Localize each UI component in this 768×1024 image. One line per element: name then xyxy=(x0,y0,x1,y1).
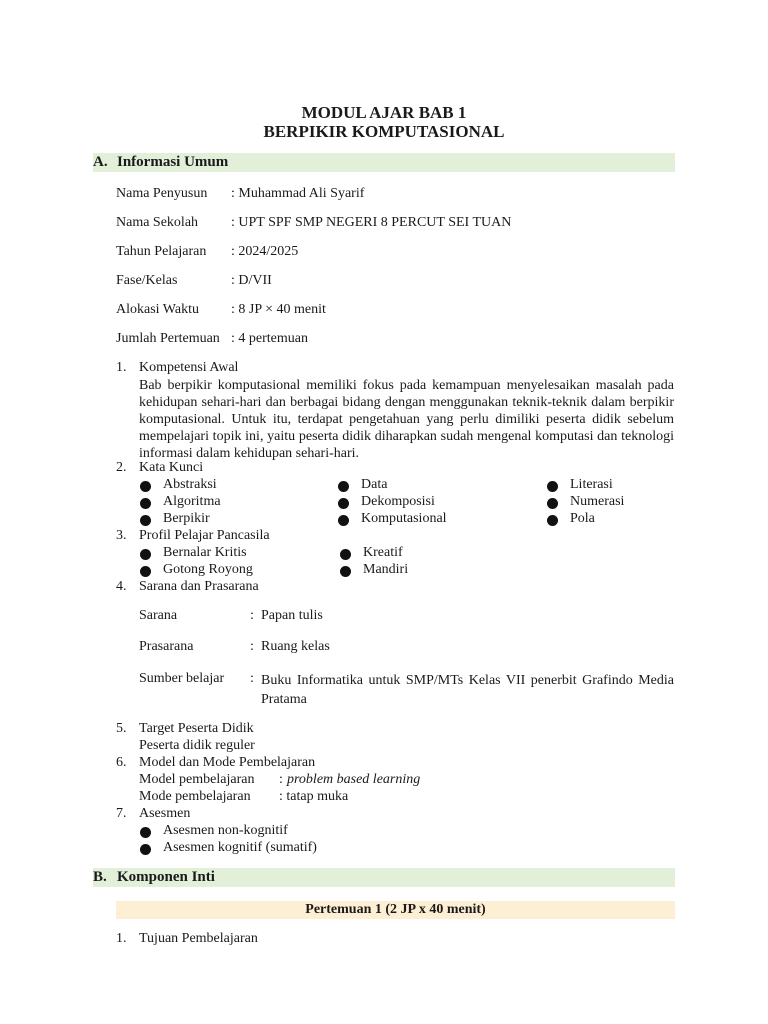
target-peserta-title: Target Peserta Didik xyxy=(139,721,254,736)
model-pembelajaran-colon: : xyxy=(279,772,283,787)
sarana-value: Papan tulis xyxy=(261,608,323,623)
info-value-pertemuan: : 4 pertemuan xyxy=(231,331,308,346)
bullet-icon xyxy=(140,566,151,577)
sumber-belajar-colon: : xyxy=(250,671,254,686)
document-title-line2: BERPIKIR KOMPUTASIONAL xyxy=(263,122,505,141)
tujuan-pembelajaran-title: Tujuan Pembelajaran xyxy=(139,931,258,946)
keyword-item: Literasi xyxy=(570,477,613,492)
profil-item: Gotong Royong xyxy=(163,562,253,577)
bullet-icon xyxy=(140,498,151,509)
item-number-4: 4. xyxy=(116,579,127,594)
bullet-icon xyxy=(547,498,558,509)
sumber-belajar-label: Sumber belajar xyxy=(139,671,225,686)
sarana-label: Sarana xyxy=(139,608,178,623)
section-a-heading xyxy=(93,153,675,172)
section-b-letter: B. xyxy=(93,869,107,885)
bullet-icon xyxy=(547,515,558,526)
profil-item: Mandiri xyxy=(363,562,409,577)
info-label-penyusun: Nama Penyusun xyxy=(116,186,208,201)
item-number-b1: 1. xyxy=(116,931,127,946)
profil-item: Kreatif xyxy=(363,545,403,560)
info-value-alokasi: : 8 JP × 40 menit xyxy=(231,302,326,317)
model-mode-title: Model dan Mode Pembelajaran xyxy=(139,755,316,770)
info-value-tahun: : 2024/2025 xyxy=(231,244,299,259)
bullet-icon xyxy=(338,498,349,509)
info-label-alokasi: Alokasi Waktu xyxy=(116,302,199,317)
info-label-sekolah: Nama Sekolah xyxy=(116,215,199,230)
item-number-2: 2. xyxy=(116,460,127,475)
profil-pancasila-title: Profil Pelajar Pancasila xyxy=(139,528,270,543)
mode-pembelajaran-value: : tatap muka xyxy=(279,789,349,804)
model-pembelajaran-label: Model pembelajaran xyxy=(139,772,255,787)
kata-kunci-title: Kata Kunci xyxy=(139,460,204,475)
asesmen-item: Asesmen kognitif (sumatif) xyxy=(163,840,317,855)
info-label-pertemuan: Jumlah Pertemuan xyxy=(116,331,220,346)
keyword-item: Pola xyxy=(570,511,595,526)
sarana-prasarana-title: Sarana dan Prasarana xyxy=(139,579,259,594)
info-label-tahun: Tahun Pelajaran xyxy=(116,244,207,259)
bullet-icon xyxy=(340,549,351,560)
bullet-icon xyxy=(338,481,349,492)
bullet-icon xyxy=(338,515,349,526)
model-pembelajaran-value: problem based learning xyxy=(287,772,421,787)
item-number-1: 1. xyxy=(116,360,127,375)
meeting-heading xyxy=(116,901,675,919)
meeting-title: Pertemuan 1 (2 JP x 40 menit) xyxy=(305,902,486,917)
prasarana-colon: : xyxy=(250,639,254,654)
item-number-7: 7. xyxy=(116,806,127,821)
keyword-item: Data xyxy=(361,477,388,492)
bullet-icon xyxy=(340,566,351,577)
profil-item: Bernalar Kritis xyxy=(163,545,247,560)
kompetensi-awal-title: Kompetensi Awal xyxy=(139,360,239,375)
section-a-letter: A. xyxy=(93,154,108,170)
keyword-item: Numerasi xyxy=(570,494,625,509)
keyword-item: Algoritma xyxy=(163,494,221,509)
kompetensi-awal-text: Bab berpikir komputasional memiliki fokus pada kemampuan menyelesaikan masalah pada kehidupan sehari-hari dan berbagai bidang dengan menggunakan teknik-teknik dalam berpikir komputasional. Untuk itu, terdapat pengetahuan yang perlu dimiliki peserta didik sebelum mempelajari topik ini, yaitu peserta didik diharapkan sudah mengenal komputasi dan teknologi informasi dalam kehidupan sehari-hari. xyxy=(139,378,674,461)
bullet-icon xyxy=(140,827,151,838)
target-peserta-text: Peserta didik reguler xyxy=(139,738,255,753)
bullet-icon xyxy=(547,481,558,492)
prasarana-value: Ruang kelas xyxy=(261,639,330,654)
mode-pembelajaran-label: Mode pembelajaran xyxy=(139,789,251,804)
bullet-icon xyxy=(140,844,151,855)
keyword-item: Komputasional xyxy=(361,511,447,526)
sarana-colon: : xyxy=(250,608,254,623)
item-number-6: 6. xyxy=(116,755,127,770)
sumber-belajar-value: Buku Informatika untuk SMP/MTs Kelas VII penerbit Grafindo Media Pratama xyxy=(261,673,674,707)
asesmen-title: Asesmen xyxy=(139,806,191,821)
info-label-fase: Fase/Kelas xyxy=(116,273,178,288)
prasarana-label: Prasarana xyxy=(139,639,194,654)
asesmen-item: Asesmen non-kognitif xyxy=(163,823,288,838)
info-value-sekolah: : UPT SPF SMP NEGERI 8 PERCUT SEI TUAN xyxy=(231,215,512,230)
section-b-title: Komponen Inti xyxy=(117,869,215,885)
info-value-penyusun: : Muhammad Ali Syarif xyxy=(231,186,365,201)
section-b-heading xyxy=(93,868,675,887)
item-number-3: 3. xyxy=(116,528,127,543)
bullet-icon xyxy=(140,515,151,526)
bullet-icon xyxy=(140,481,151,492)
item-number-5: 5. xyxy=(116,721,127,736)
bullet-icon xyxy=(140,549,151,560)
keyword-item: Abstraksi xyxy=(163,477,217,492)
info-value-fase: : D/VII xyxy=(231,273,272,288)
document-title-line1: MODUL AJAR BAB 1 xyxy=(301,103,467,122)
keyword-item: Dekomposisi xyxy=(361,494,435,509)
keyword-item: Berpikir xyxy=(163,511,210,526)
section-a-title: Informasi Umum xyxy=(117,154,229,170)
